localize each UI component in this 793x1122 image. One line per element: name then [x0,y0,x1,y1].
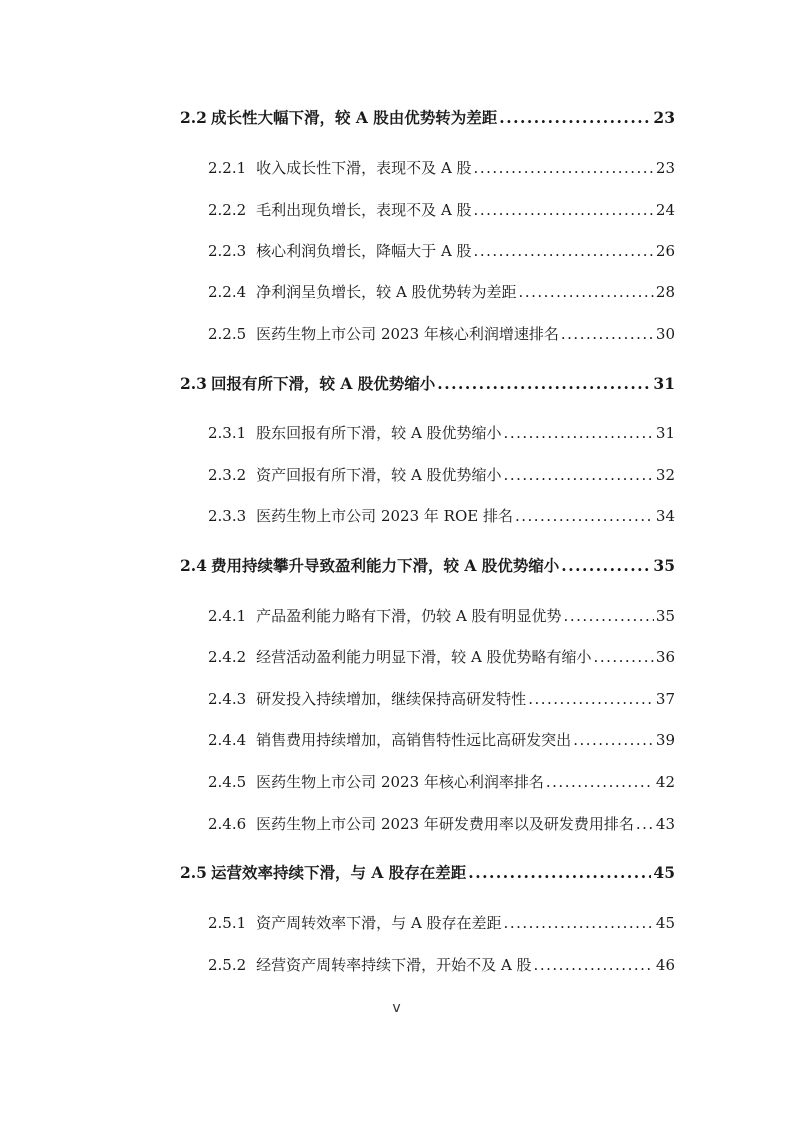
toc-page-number: 23 [653,108,675,127]
toc-entry-2-2-4[interactable] [208,280,675,304]
toc-page-number: 45 [655,914,675,932]
toc-title: 股东回报有所下滑，较 A 股优势缩小 [256,424,502,442]
toc-entry-2-3-1[interactable] [208,421,675,445]
dot-leader [534,953,654,977]
toc-title: 经营活动盈利能力明显下滑，较 A 股优势略有缩小 [256,648,592,666]
toc-page-number: 34 [655,507,675,525]
toc-entry-2-2-2[interactable] [208,198,675,222]
toc-entry-2-4-1[interactable] [208,604,675,628]
toc-entry-2-4-3[interactable] [208,687,675,711]
dot-leader [519,280,654,304]
toc-entry-2-2[interactable] [180,106,675,130]
toc-number: 2.4.5 [208,773,247,791]
toc-page-number: 39 [655,731,675,749]
toc-entry-2-5[interactable] [180,861,675,885]
toc-entry-2-4-2[interactable] [208,645,675,669]
toc-title: 研发投入持续增加，继续保持高研发特性 [256,690,527,708]
dot-leader [474,239,654,263]
toc-entry-2-4[interactable] [180,554,675,578]
toc-page-number: 26 [655,242,675,260]
toc-number: 2.2.1 [208,159,247,177]
dot-leader [504,463,654,487]
dot-leader [474,198,654,222]
toc-title: 净利润呈负增长，较 A 股优势转为差距 [256,283,517,301]
toc-entry-2-3-2[interactable] [208,463,675,487]
dot-leader [636,812,654,836]
toc-entry-2-5-1[interactable] [208,911,675,935]
toc-number: 2.5.1 [208,914,247,932]
toc-entry-2-4-4[interactable] [208,728,675,752]
dot-leader [561,322,654,346]
toc-number: 2.2 [180,108,207,127]
toc-title: 医药生物上市公司 2023 年核心利润增速排名 [256,325,559,343]
dot-leader [594,645,654,669]
toc-number: 2.2.2 [208,201,247,219]
toc-number: 2.4.4 [208,731,247,749]
toc-page-number: 46 [655,956,675,974]
toc-title: 销售费用持续增加，高销售特性远比高研发突出 [256,731,572,749]
toc-number: 2.4 [180,556,207,575]
toc-page-number: 24 [655,201,675,219]
toc-entry-2-2-3[interactable] [208,239,675,263]
toc-page-number: 36 [655,648,675,666]
toc-number: 2.5 [180,863,207,882]
toc-entry-2-3-3[interactable] [208,504,675,528]
toc-number: 2.4.2 [208,648,247,666]
toc-title: 资产周转效率下滑，与 A 股存在差距 [256,914,502,932]
toc-number: 2.3.3 [208,507,247,525]
toc-entry-2-4-6[interactable] [208,812,675,836]
toc-page-number: 43 [655,815,675,833]
toc-title: 经营资产周转率持续下滑，开始不及 A 股 [256,956,532,974]
dot-leader [573,728,654,752]
toc-title: 收入成长性下滑，表现不及 A 股 [256,159,472,177]
toc-page-number: 35 [655,607,675,625]
toc-number: 2.4.3 [208,690,247,708]
toc-entry-2-4-5[interactable] [208,770,675,794]
toc-number: 2.2.5 [208,325,247,343]
toc-title: 回报有所下滑，较 A 股优势缩小 [210,374,436,393]
toc-title: 医药生物上市公司 2023 年核心利润率排名 [256,773,544,791]
toc-page-number: 28 [655,283,675,301]
toc-title: 产品盈利能力略有下滑，仍较 A 股有明显优势 [256,607,562,625]
toc-page-number: 35 [653,556,675,575]
dot-leader [437,372,651,396]
toc-title: 医药生物上市公司 2023 年 ROE 排名 [256,507,513,525]
toc-entry-2-2-1[interactable] [208,156,675,180]
dot-leader [504,421,654,445]
toc-page-number: 45 [653,863,675,882]
dot-leader [561,554,651,578]
dot-leader [468,861,651,885]
toc-title: 毛利出现负增长，表现不及 A 股 [256,201,472,219]
toc-entry-2-5-2[interactable] [208,953,675,977]
toc-page-number: 32 [655,466,675,484]
dot-leader [564,604,654,628]
toc-number: 2.2.4 [208,283,247,301]
toc-title: 费用持续攀升导致盈利能力下滑，较 A 股优势缩小 [210,556,560,575]
dot-leader [528,687,654,711]
page-number-footer: v [392,1000,401,1016]
toc-page-number: 31 [653,374,675,393]
toc-number: 2.3.1 [208,424,247,442]
toc-page-number: 23 [655,159,675,177]
toc-title: 医药生物上市公司 2023 年研发费用率以及研发费用排名 [256,815,634,833]
toc-page-number: 37 [655,690,675,708]
toc-number: 2.2.3 [208,242,247,260]
toc-number: 2.3.2 [208,466,247,484]
toc-title: 资产回报有所下滑，较 A 股优势缩小 [256,466,502,484]
toc-number: 2.5.2 [208,956,247,974]
toc-page-number: 42 [655,773,675,791]
dot-leader [474,156,654,180]
toc-number: 2.4.6 [208,815,247,833]
dot-leader [546,770,654,794]
dot-leader [499,106,651,130]
toc-title: 核心利润负增长，降幅大于 A 股 [256,242,472,260]
toc-number: 2.3 [180,374,207,393]
toc-entry-2-3[interactable] [180,372,675,396]
toc-page-number: 31 [655,424,675,442]
toc-entry-2-2-5[interactable] [208,322,675,346]
dot-leader [504,911,654,935]
dot-leader [515,504,654,528]
toc-title: 运营效率持续下滑，与 A 股存在差距 [210,863,467,882]
toc-number: 2.4.1 [208,607,247,625]
toc-page-number: 30 [655,325,675,343]
toc-title: 成长性大幅下滑，较 A 股由优势转为差距 [210,108,498,127]
